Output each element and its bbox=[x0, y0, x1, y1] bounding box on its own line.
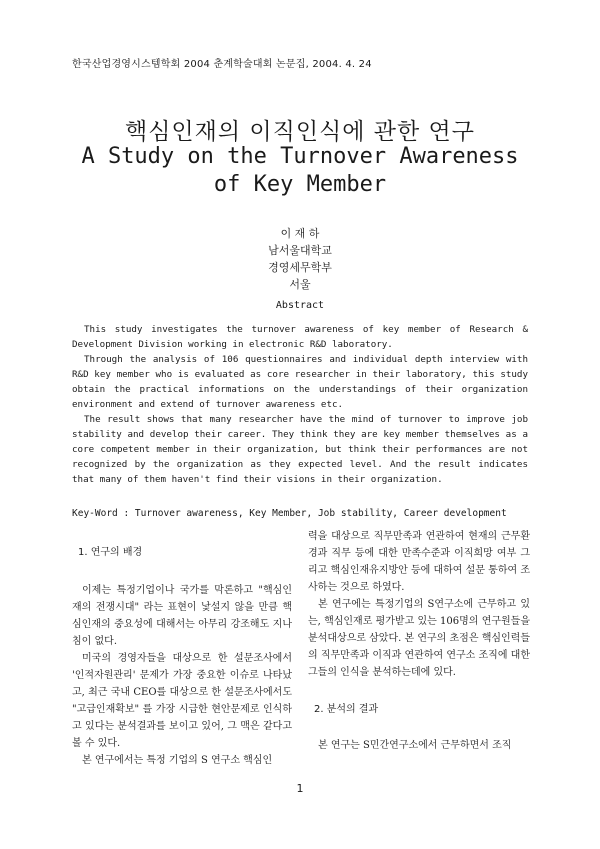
body-paragraph: 이제는 특정기업이나 국가를 막론하고 "핵심인재의 전쟁시대" 라는 표현이 낯설지 않을 만큼 핵심인재의 중요성에 대해서는 아무리 강조해도 지나침이 없다. bbox=[72, 585, 292, 647]
body-paragraph: 미국의 경영자들을 대상으로 한 설문조사에서 '인적자원관리' 문제가 가장 중요한 이슈로 나타났고, 최근 국내 CEO를 대상으로 한 설문조사에서도 "고급인재확보" 를 가장 시급한 현안문제로 인식하고 있다는 분석결과를 보이고 있어, 그 맥은 같다고 볼 수 있다. bbox=[72, 653, 292, 749]
title-korean: 핵심인재의 이직인식에 관한 연구 bbox=[125, 119, 475, 145]
left-column bbox=[72, 528, 292, 769]
section-heading-background: 1. 연구의 배경 bbox=[78, 547, 143, 558]
body-paragraph: 본 연구에는 특정기업의 S연구소에 근무하고 있는, 핵심인재로 평가받고 있는 106명의 연구원들을 분석대상으로 삼았다. 본 연구의 초점은 핵심인력들의 직무만족과 이직과 연관하여 연구소 조직에 대한 그들의 인식을 분석하는데에 있다. bbox=[308, 599, 530, 678]
abstract-heading: Abstract bbox=[275, 300, 325, 311]
author-name: 이 재 하 bbox=[280, 227, 320, 240]
right-column bbox=[308, 528, 530, 754]
body-paragraph: 본 연구는 S민간연구소에서 근무하면서 조직 bbox=[318, 740, 512, 751]
body-paragraph: 본 연구에서는 특정 기업의 S 연구소 핵심인 bbox=[82, 755, 273, 766]
body-paragraph: 력을 대상으로 직무만족과 연관하여 현재의 근무환경과 직무 등에 대한 만족수준과 이직희망 여부 그리고 핵심인재유지방안 등에 대하여 설문 통하여 조사하는 것으로 하였다. bbox=[308, 531, 530, 593]
section-heading-results: 2. 분석의 결과 bbox=[314, 704, 379, 715]
title-english: A Study on the Turnover Awareness of Key Member bbox=[81, 144, 519, 197]
conference-header: 한국산업경영시스템학회 2004 춘계학술대회 논문집, 2004. 4. 24 bbox=[72, 59, 372, 70]
page-number: 1 bbox=[296, 782, 304, 795]
author-block bbox=[0, 225, 600, 293]
abstract-paragraph: Through the analysis of 106 questionnaires and individual depth interview with R&D key member who is evaluated as core researcher in their laboratory, this study obtain the practical informations on the understandings of their organization environment and extend of turnover awareness etc. bbox=[72, 354, 528, 410]
abstract-body bbox=[72, 322, 528, 487]
abstract-paragraph: This study investigates the turnover awareness of key member of Research & Development Division working in electronic R&D laboratory. bbox=[72, 324, 528, 350]
author-university: 남서울대학교 bbox=[268, 244, 332, 257]
keywords: Key-Word : Turnover awareness, Key Member, Job stability, Career development bbox=[72, 508, 507, 519]
author-department: 경영세무학부 bbox=[268, 261, 332, 274]
author-city: 서울 bbox=[289, 278, 311, 291]
abstract-paragraph: The result shows that many researcher have the mind of turnover to improve job stability and develop their career. They think they are key member themselves as a core competent member in their organization, but think their performances are not recognized by the organization as they expected level. And the result indicates that many of them haven't find their visions in their organization. bbox=[72, 414, 528, 485]
